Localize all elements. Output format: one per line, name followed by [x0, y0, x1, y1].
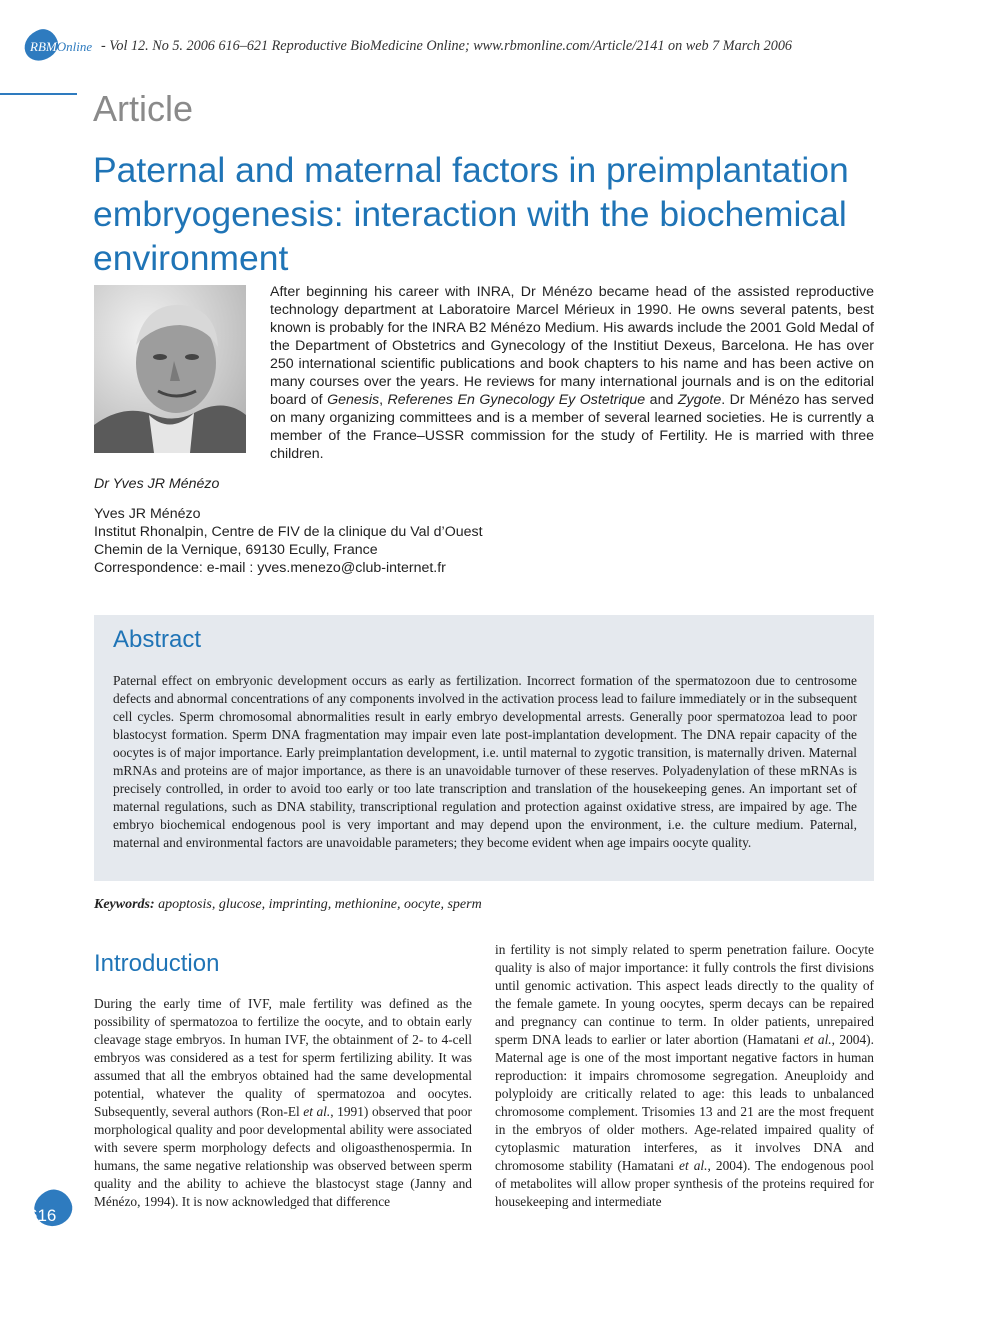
page-number-badge: [26, 1188, 76, 1228]
author-photo: [94, 285, 246, 453]
keywords-line: [94, 897, 482, 913]
logo-rbm: RBM: [30, 39, 57, 54]
author-address: Chemin de la Vernique, 69130 Ecully, France: [94, 542, 378, 558]
keywords-list: apoptosis, glucose, imprinting, methionine, oocyte, sperm: [158, 897, 482, 912]
intro-column-right: [495, 941, 874, 1211]
bio-journal-genesis: Genesis: [327, 392, 380, 408]
introduction-heading: Introduction: [94, 950, 220, 977]
intro-right-text-a: in fertility is not simply related to sperm penetration failure. Oocyte quality is also of major importance: it fully controls the first divisions until genomic activation. This aspect leads directly to the quality of the female gamete. In young oocytes, sperm decays can be repaired and pregnancy can continue to term. In older patients, unrepaired sperm DNA leads to earlier or later abortion (Hamatani: [495, 942, 874, 1047]
journal-logo: [24, 28, 104, 62]
citation-header: - Vol 12. No 5. 2006 616–621 Reproductive BioMedicine Online; www.rbmonline.com/Article/2141 on web 7 March 2006: [101, 38, 793, 54]
bio-text-1: After beginning his career with INRA, Dr Ménézo became head of the assisted reproductive technology department at Laboratoire Marcel Mérieux in 1990. He owns several patents, best known is probably for the INRA B2 Ménézo Medium. His awards include the 2001 Gold Medal of the Department of Obstetrics and Gynecology of the Institiut Dexeus, Barcelona. He has over 250 international scientific publications and book chapters to his name and has been active on many courses over the years. He reviews for many international journals and is on the editorial board of: [270, 284, 874, 408]
author-name: Yves JR Ménézo: [94, 506, 201, 522]
intro-column-left: [94, 995, 472, 1211]
bio-separator-1: ,: [379, 392, 388, 408]
author-portrait-icon: [94, 285, 246, 453]
keywords-label: Keywords:: [94, 897, 155, 912]
bio-text-2: . Dr Ménézo has served on many organizing committees and is a member of several learned societies. He is currently a member of the France–USSR commission for the study of Fertility. He is married with three children.: [270, 392, 874, 462]
header-rule: [0, 93, 77, 95]
author-institute: Institut Rhonalpin, Centre de FIV de la clinique du Val d’Ouest: [94, 524, 483, 540]
photo-caption: Dr Yves JR Ménézo: [94, 476, 220, 492]
affiliation-block: [94, 505, 483, 577]
intro-left-text-a: During the early time of IVF, male fertility was defined as the possibility of spermatozoa to fertilize the oocyte, and to obtain early cleavage stage embryos. In human IVF, the obtainment of 2- to 4-cell embryos was considered as a test for sperm fertilizing ability. It was assumed that all the embryos obtained had the same developmental potential, whatever the quality of spermatozoa and oocytes. Subsequently, several authors (Ron-El: [94, 996, 472, 1119]
author-correspondence[interactable]: Correspondence: e-mail : yves.menezo@club-internet.fr: [94, 560, 446, 576]
bio-separator-2: and: [645, 392, 678, 408]
abstract-text: Paternal effect on embryonic development occurs as early as fertilization. Incorrect formation of the spermatozoon due to centrosome defects and abnormal concentrations of any components involved in the activation process lead to failure immediately or in the subsequent cell cycles. Sperm chromosomal abnormalities result in early embryo developmental arrests. Generally poor spermatozoa lead to poor blastocyst formation. Sperm DNA fragmentation may impair even late post-implantation development. The DNA repair capacity of the oocytes is of major importance. Early preimplantation development, i.e. until maternal to zygotic transition, is maternally driven. Maternal mRNAs and proteins are of major importance, as there is an unavoidable turnover of these reserves. Polyadenylation of these mRNAs is precisely controlled, in order to avoid too early or too late transcription and translation of the housekeeping genes. An important set of maternal regulations, such as DNA stability, transcriptional regulation and protection against oxidative stress, are impaired by age. The embryo biochemical endogenous pool is very important and may depend upon the environment, i.e. the culture medium. Paternal, maternal and environmental factors are unavoidable parameters; they become evident when age impairs oocyte quality.: [113, 673, 857, 850]
section-label: Article: [93, 88, 194, 129]
intro-left-etal: et al.: [303, 1104, 331, 1119]
intro-right-text-b: , 2004). Maternal age is one of the most important negative factors in human reproduction: it impairs chromosome segregation. Aneuploidy and polyploidy are critically related to age: this leads to unbalanced chromosome complement. Trisomies 13 and 21 are the most frequent in the embryos of older mothers. Age-related impaired quality of cytoplasmic maturation interferes, as it involves DNA and chromosome stability (Hamatani: [495, 1032, 874, 1173]
intro-right-etal-1: et al.: [803, 1032, 832, 1047]
article-title: Paternal and maternal factors in preimplantation embryogenesis: interaction with the biochemical environment: [93, 150, 849, 278]
page-number: 616: [28, 1206, 57, 1225]
logo-online: Online: [56, 39, 93, 54]
intro-left-text-b: , 1991) observed that poor morphological quality and poor developmental ability were associated with severe sperm morphology defects and oligoasthenospermia. In humans, the same negative relationship was observed between sperm quality and the ability to achieve the blastocyst stage (Janny and Ménézo, 1994). It is now acknowledged that difference: [94, 1104, 472, 1209]
bio-journal-referenes: Referenes En Gynecology Ey Ostetrique: [387, 392, 646, 408]
intro-right-text-c: , 2004). The endogenous pool of metabolites will allow proper synthesis of the proteins required for housekeeping and intermediate: [495, 1158, 874, 1209]
author-bio: [270, 283, 874, 463]
intro-right-etal-2: et al.: [679, 1158, 708, 1173]
abstract-heading: Abstract: [113, 626, 202, 653]
bio-journal-zygote: Zygote: [677, 392, 722, 408]
logo-text: [30, 39, 92, 55]
